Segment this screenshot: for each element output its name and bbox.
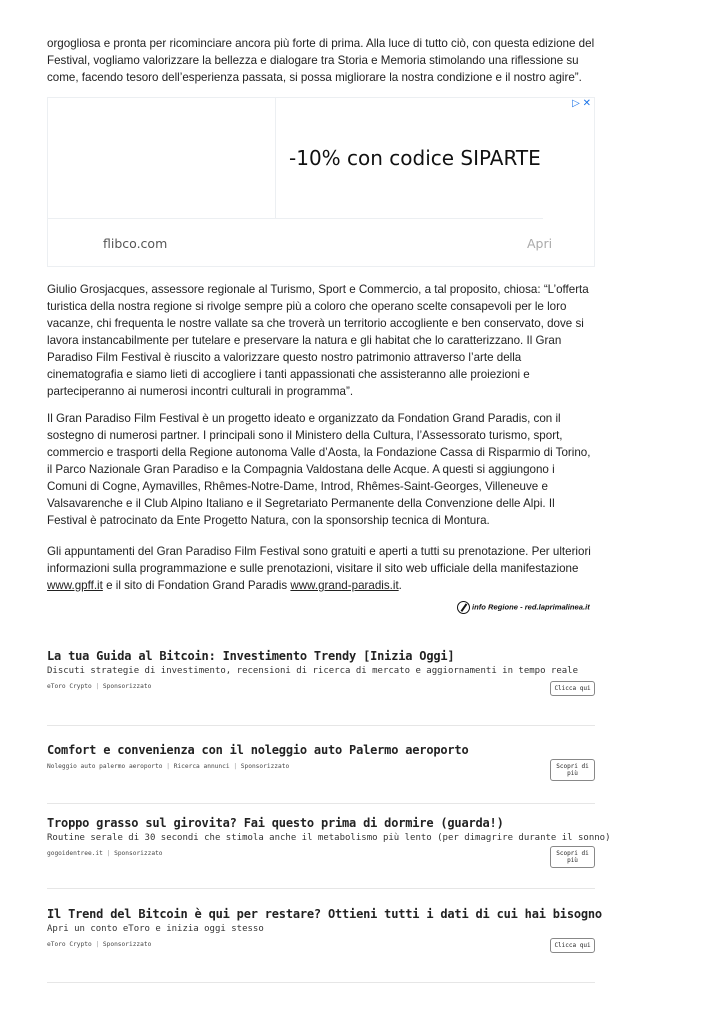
sponsored-divider bbox=[47, 725, 595, 726]
sponsored-cta-button[interactable]: Scopri di più bbox=[550, 759, 595, 781]
sponsored-divider bbox=[47, 888, 595, 889]
sponsored-source[interactable]: Noleggio auto palermo aeroporto bbox=[47, 763, 163, 770]
sponsored-cta-button[interactable]: Scopri di più bbox=[550, 846, 595, 868]
sponsored-label: Sponsorizzato bbox=[102, 941, 152, 948]
sponsored-title[interactable]: Il Trend del Bitcoin è qui per restare? Ottieni tutti i dati di cui hai bisogno bbox=[47, 907, 602, 921]
article-paragraph-4 bbox=[47, 543, 595, 594]
adchoices-icon[interactable]: ▷ ✕ bbox=[572, 98, 591, 109]
sponsored-label: Sponsorizzato bbox=[240, 763, 290, 770]
sponsored-source[interactable]: eToro Crypto bbox=[47, 683, 92, 690]
sponsored-title[interactable]: Comfort e convenienza con il noleggio auto Palermo aeroporto bbox=[47, 743, 469, 757]
p4-text-b: e il sito di Fondation Grand Paradis bbox=[102, 579, 291, 592]
sponsored-item[interactable] bbox=[47, 907, 602, 949]
article-credit bbox=[457, 601, 595, 617]
sponsored-item[interactable] bbox=[47, 649, 595, 690]
sponsored-divider bbox=[47, 803, 595, 804]
ad-domain[interactable]: flibco.com bbox=[103, 236, 168, 251]
sponsored-label: Sponsorizzato bbox=[102, 683, 152, 690]
sponsored-label: Sponsorizzato bbox=[114, 850, 163, 857]
article-paragraph-1: orgogliosa e pronta per ricominciare ancora più forte di prima. Alla luce di tutto ciò, con questa edizione del Festival, vogliamo valorizzare la bellezza e dialogare tra Storia e Memoria stimolando una riflessione su come, facendo tesoro dell’esperienza passata, si possa migliorare la nostra condizione e il nostro agire”. bbox=[47, 37, 595, 84]
article-paragraph-2: Giulio Grosjacques, assessore regionale al Turismo, Sport e Commercio, a tal proposito, chiosa: “L’offerta turistica della nostra regione si rivolge sempre più a coloro che operano scelte consapevoli per le loro vacanze, chi frequenta le nostre vallate sa che troverà un territorio accogliente e ben conservato, dove si lavora instancabilmente per tutelare e preservare la natura e gli habitat che lo caratterizzano. Il Gran Paradiso Film Festival è riuscito a valorizzare questo nostro patrimonio attraverso l’arte della cinematografia e siamo lieti di accogliere i tanti appassionati che assisteranno alle proiezioni e parteciperanno ai numerosi incontri culturali in programma”. bbox=[47, 283, 589, 398]
sponsored-item[interactable] bbox=[47, 743, 595, 777]
sponsored-description[interactable]: Discuti strategie di investimento, recensioni di ricerca di mercato e aggiornamenti in tempo reale bbox=[47, 666, 579, 676]
gpff-link[interactable]: www.gpff.it bbox=[47, 579, 103, 592]
sponsored-source[interactable]: gogoidentree.it bbox=[47, 850, 103, 857]
sponsored-cta-button[interactable]: Clicca qui bbox=[550, 681, 595, 696]
ad-headline[interactable]: -10% con codice SIPARTE bbox=[289, 146, 541, 170]
p4-text-c: . bbox=[398, 579, 402, 592]
p4-text-a: Gli appuntamenti del Gran Paradiso Film Festival sono gratuiti e aperti a tutti su prenotazione. Per ulteriori informazioni sulla programmazione e sulle prenotazioni, visitare il sito web ufficiale della manifestazione bbox=[47, 545, 591, 575]
display-ad[interactable] bbox=[47, 97, 595, 267]
sponsored-meta: eToro Crypto | Sponsorizzato bbox=[47, 683, 152, 690]
sponsored-source[interactable]: eToro Crypto bbox=[47, 941, 92, 948]
sponsored-description[interactable]: Apri un conto eToro e inizia oggi stesso bbox=[47, 924, 264, 934]
sponsored-meta: Noleggio auto palermo aeroporto | Ricerca annunci | Sponsorizzato bbox=[47, 763, 290, 770]
sponsored-title[interactable]: Troppo grasso sul girovita? Fai questo prima di dormire (guarda!) bbox=[47, 816, 504, 830]
ad-image[interactable] bbox=[48, 98, 276, 218]
sponsored-divider bbox=[47, 982, 595, 983]
grand-paradis-link[interactable]: www.grand-paradis.it bbox=[290, 579, 399, 592]
sponsored-description[interactable]: Routine serale di 30 secondi che stimola anche il metabolismo più lento (per dimagrire durante il sonno) bbox=[47, 833, 611, 843]
sponsored-meta: eToro Crypto | Sponsorizzato bbox=[47, 941, 152, 948]
sponsored-extra[interactable]: Ricerca annunci bbox=[173, 763, 230, 770]
credit-text: info Regione - red.laprimalinea.it bbox=[472, 602, 590, 612]
sponsored-item[interactable] bbox=[47, 816, 611, 864]
sponsored-title[interactable]: La tua Guida al Bitcoin: Investimento Trendy [Inizia Oggi] bbox=[47, 649, 455, 663]
article-paragraph-3: Il Gran Paradiso Film Festival è un progetto ideato e organizzato da Fondation Grand Paradis, con il sostegno di numerosi partner. I principali sono il Ministero della Cultura, l’Assessorato turismo, sport, commercio e trasporti della Regione autonoma Valle d’Aosta, la Fondazione Cassa di Risparmio di Torino, il Parco Nazionale Gran Paradiso e la Compagnia Valdostana delle Acque. A questi si aggiungono i Comuni di Cogne, Aymavilles, Rhêmes-Notre-Dame, Introd, Rhêmes-Saint-Georges, Villeneuve e Valsavarenche e il Club Alpino Italiano e il Segretariato Permanente della Convenzione delle Alpi. Il Festival è patrocinato da Ente Progetto Natura, con la sponsorship tecnica di Montura. bbox=[47, 412, 591, 527]
sponsored-meta: gogoidentree.it | Sponsorizzato bbox=[47, 850, 163, 857]
ad-divider bbox=[48, 218, 543, 219]
ad-cta-button[interactable]: Apri bbox=[527, 236, 553, 251]
credit-logo-icon bbox=[457, 601, 470, 614]
sponsored-cta-button[interactable]: Clicca qui bbox=[550, 938, 595, 953]
